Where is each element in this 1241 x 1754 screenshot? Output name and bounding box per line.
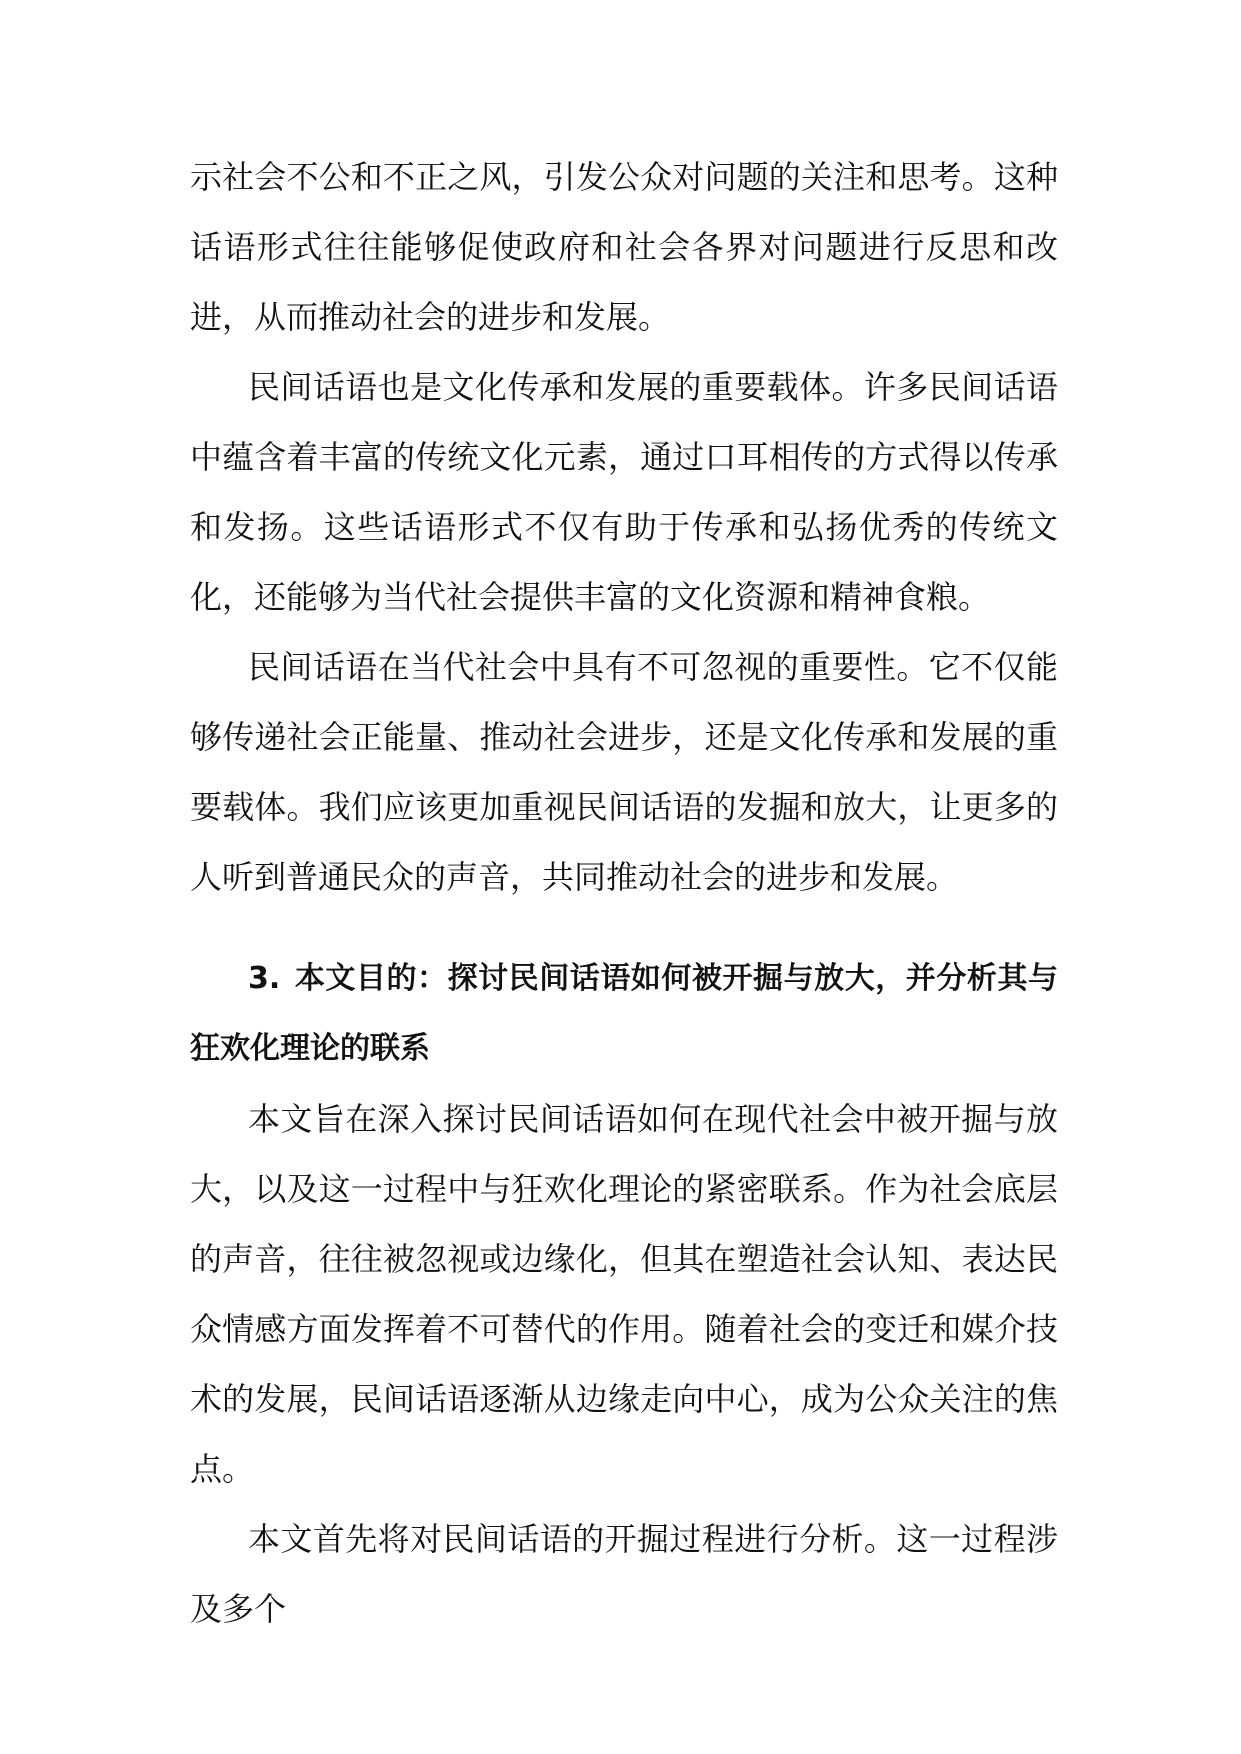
section-heading	[190, 944, 1058, 1084]
paragraph-importance-summary: 民间话语在当代社会中具有不可忽视的重要性。它不仅能够传递社会正能量、推动社会进步，还是文化传承和发展的重要载体。我们应该更加重视民间话语的发掘和放大，让更多的人听到普通民众的声音，共同推动社会的进步和发展。	[190, 648, 1058, 896]
paragraph-analysis-intro: 本文首先将对民间话语的开掘过程进行分析。这一过程涉及多个	[190, 1520, 1058, 1628]
page-content	[190, 142, 1058, 1644]
paragraph-purpose: 本文旨在深入探讨民间话语如何在现代社会中被开掘与放大，以及这一过程中与狂欢化理论的紧密联系。作为社会底层的声音，往往被忽视或边缘化，但其在塑造社会认知、表达民众情感方面发挥着不可替代的作用。随着社会的变迁和媒介技术的发展，民间话语逐渐从边缘走向中心，成为公众关注的焦点。	[190, 1100, 1058, 1488]
section-heading-number: 3.	[248, 961, 281, 996]
section-heading-text: 本文目的：探讨民间话语如何被开掘与放大，并分析其与狂欢化理论的联系	[190, 961, 1058, 1066]
paragraph-continuation: 示社会不公和不正之风，引发公众对问题的关注和思考。这种话语形式往往能够促使政府和社会各界对问题进行反思和改进，从而推动社会的进步和发展。	[190, 158, 1058, 336]
paragraph-cultural-carrier: 民间话语也是文化传承和发展的重要载体。许多民间话语中蕴含着丰富的传统文化元素，通过口耳相传的方式得以传承和发扬。这些话语形式不仅有助于传承和弘扬优秀的传统文化，还能够为当代社会提供丰富的文化资源和精神食粮。	[190, 368, 1058, 616]
